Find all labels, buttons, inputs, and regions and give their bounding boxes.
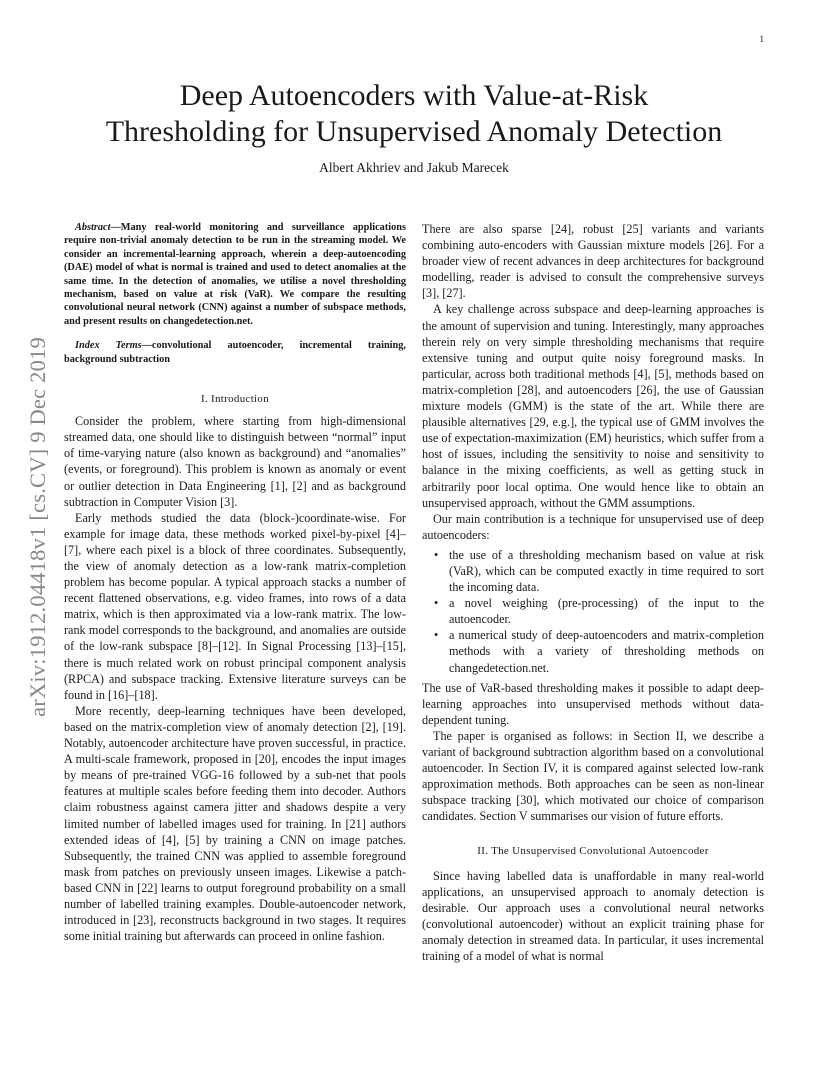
intro-paragraph-2: Early methods studied the data (block-)coordinate-wise. For example for image data, these methods worked pixel-by-pixel [4]–[7], where each pixel is a block of three coordinates. Subsequently, the view of anomaly detection as a low-rank matrix-completion problem has become popular. A typical approach stacks a number of recent flattened observations, e.g. video frames, into rows of a data matrix, which is then approximated via a low-rank matrix. The low-rank model corresponds to the background, and anomalies are outside of the low-rank subspace [8]–[12]. In Signal Processing [13]–[15], there is much related work on robust principal component analysis (RPCA) and subspace tracking. Extensive literature surveys can be found in [16]–[18]. [64,510,406,702]
contribution-item: • the use of a thresholding mechanism based on value at risk (VaR), which can be computed exactly in time required to sort the incoming data. [449,547,764,595]
abstract [64,221,406,328]
page-number: 1 [759,34,764,44]
paper-title-line-2: Thresholding for Unsupervised Anomaly Detection [105,115,723,148]
intro-paragraph-5: A key challenge across subspace and deep-learning approaches is the amount of supervision and tuning. Interestingly, many approaches therein rely on very simple thresholding mechanisms that require extensive tuning and output quite noisy foreground masks. In particular, across both traditional methods [4], [5], methods based on matrix-completion [28], and autoencoders [26], the use of Gaussian mixture models (GMM) is the state of the art. While there are plausible alternatives [29, e.g.], the typical use of GMM involves the use of expectation-maximization (EM) heuristics, which suffer from a host of issues, including the sensitivity to noise and sensitivity to balance in the mixing coefficients, as well as getting stuck in arbitrarily poor local optima. One would hence like to obtain an unsupervised approach, without the GMM assumptions. [422,302,764,510]
contribution-item: • a novel weighing (pre-processing) of the input to the autoencoder. [449,595,764,627]
intro-paragraph-4: There are also sparse [24], robust [25] variants and variants combining auto-encoders with Gaussian mixture models [26]. For a broader view of recent advances in deep architectures for background modelling, reader is advised to consult the comprehensive surveys [3], [27]. [422,222,764,301]
contribution-item: • a numerical study of deep-autoencoders and matrix-completion methods with a variety of thresholding methods on changedetection.net. [449,627,764,675]
left-column [64,221,406,944]
abstract-text: —Many real-world monitoring and surveillance applications require non-trivial anomaly detection to be run in the streaming model. We consider an incremental-learning approach, wherein a deep-autoencoding (DAE) model of what is normal is trained and used to detect anomalies at the same time. In the detection of anomalies, we utilise a novel thresholding mechanism, based on value at risk (VaR). We compare the resulting convolutional neural network (CNN) against a number of subspace methods, and present results on changedetection.net. [64,222,406,327]
intro-paragraph-7: The paper is organised as follows: in Section II, we describe a variant of background subtraction algorithm based on a convolutional autoencoder. In Section IV, it is compared against selected low-rank approximation methods. Both approaches can be seen as non-linear subspace tracking [30], which motivated our choice of comparison candidates. Section V summarises our vision of future efforts. [422,728,764,824]
contributions-list [422,547,764,676]
section-2-heading: II. The Unsupervised Convolutional Autoencoder [477,845,709,858]
intro-paragraph-6: The use of VaR-based thresholding makes it possible to adapt deep-learning approaches into unsupervised methods without data-dependent tuning. [422,680,764,727]
intro-paragraph-3: More recently, deep-learning techniques have been developed, based on the matrix-completion view of anomaly detection [2], [19]. Notably, autoencoder architecture have proven successful, in practice. A multi-scale framework, proposed in [20], encodes the input images by means of pre-trained VGG-16 followed by a sub-net that pools features at multiple scales before feeding them into decoder. Authors claim robustness against camera jitter and shadows despite a very limited number of labelled images used for training. In [21] authors extended ideas of [4], [5] by training a CNN on image patches. Subsequently, the trained CNN was applied to assemble foreground mask from patches on previously unseen images. Likewise a patch-based CNN in [22] learns to output foreground probability on a small number of labelled training examples. Double-autoencoder network, introduced in [23], reconstructs background in two stages. It requires some initial training but afterwards can proceed in online fashion. [64,703,406,944]
paper-title-line-1: Deep Autoencoders with Value-at-Risk [179,79,649,112]
arxiv-identifier-stamp [25,292,50,762]
paper-title [60,78,768,150]
contributions-intro: Our main contribution is a technique for unsupervised use of deep autoencoders: [422,511,764,542]
index-terms [64,339,406,366]
abstract-label: Abstract [75,222,111,233]
arxiv-identifier-text: arXiv:1912.04418v1 [cs.CV] 9 Dec 2019 [25,337,50,717]
right-column [422,221,764,964]
index-terms-text: —convolutional autoencoder, incremental training, background subtraction [64,340,406,365]
intro-paragraph-1: Consider the problem, where starting from high-dimensional streamed data, one should like to distinguish between “normal” input of time-varying nature (also known as background) and “anomalies” (events, or foreground). This problem is known as anomaly or event or outlier detection in Data Engineering [1], [2] and as background subtraction in Computer Vision [3]. [64,414,406,509]
section-1-heading: I. Introduction [200,393,270,406]
section-2-paragraph-1: Since having labelled data is unaffordable in many real-world applications, an unsupervised approach to anomaly detection is desirable. Our approach uses a convolutional neural networks (convolutional autoencoder) without an explicit training phase for anomaly detection in streamed data. In particular, it uses incremental training of a model of what is normal [422,868,764,964]
index-terms-label: Index Terms [75,340,142,352]
paper-authors: Albert Akhriev and Jakub Marecek [319,160,509,175]
